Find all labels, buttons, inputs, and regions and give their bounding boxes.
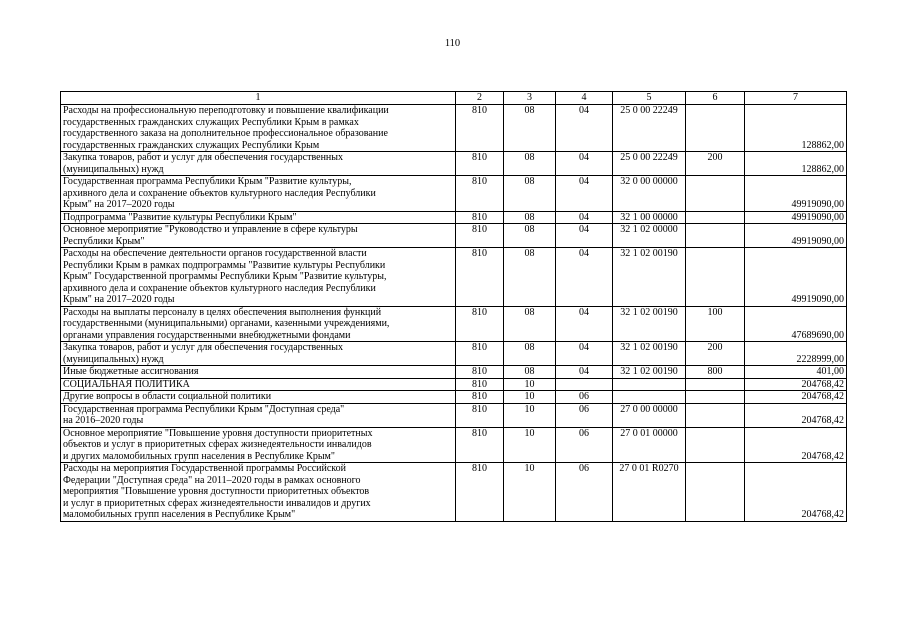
column-header: 4 — [556, 92, 613, 105]
expense-type-code — [686, 176, 745, 212]
subsection-code: 04 — [556, 366, 613, 379]
section-code: 10 — [504, 378, 556, 391]
column-header: 7 — [745, 92, 847, 105]
row-description: Иные бюджетные ассигнования — [61, 366, 456, 379]
subsection-code: 06 — [556, 391, 613, 404]
table-row — [61, 224, 847, 248]
column-header: 3 — [504, 92, 556, 105]
subsection-code: 04 — [556, 152, 613, 176]
table-row — [61, 248, 847, 307]
expense-type-code — [686, 403, 745, 427]
section-code: 08 — [504, 105, 556, 152]
grbs-code: 810 — [456, 306, 504, 342]
section-code: 08 — [504, 248, 556, 307]
subsection-code: 04 — [556, 248, 613, 307]
table-row — [61, 403, 847, 427]
table-row — [61, 463, 847, 522]
expense-type-code — [686, 378, 745, 391]
grbs-code: 810 — [456, 176, 504, 212]
row-description: Другие вопросы в области социальной политики — [61, 391, 456, 404]
grbs-code: 810 — [456, 463, 504, 522]
expense-type-code — [686, 391, 745, 404]
amount-cell: 204768,42 — [745, 427, 847, 463]
target-article-code: 25 0 00 22249 — [613, 105, 686, 152]
grbs-code: 810 — [456, 224, 504, 248]
section-code: 10 — [504, 427, 556, 463]
expense-type-code — [686, 105, 745, 152]
amount-cell: 2228999,00 — [745, 342, 847, 366]
table-header-row — [61, 92, 847, 105]
column-header: 2 — [456, 92, 504, 105]
subsection-code: 06 — [556, 427, 613, 463]
amount-cell: 128862,00 — [745, 152, 847, 176]
amount-cell: 49919090,00 — [745, 224, 847, 248]
grbs-code: 810 — [456, 342, 504, 366]
column-header: 1 — [61, 92, 456, 105]
table-row — [61, 391, 847, 404]
row-description: Основное мероприятие "Руководство и управление в сфере культуры Республики Крым" — [61, 224, 456, 248]
target-article-code: 27 0 00 00000 — [613, 403, 686, 427]
amount-cell: 204768,42 — [745, 403, 847, 427]
section-code: 08 — [504, 306, 556, 342]
target-article-code — [613, 391, 686, 404]
expense-type-code: 200 — [686, 152, 745, 176]
section-code: 08 — [504, 152, 556, 176]
section-code: 08 — [504, 366, 556, 379]
row-description: Расходы на выплаты персоналу в целях обеспечения выполнения функций государственными (муниципальными) органами, казенными учреждениями, органами управления государственными внебюджетными фондами — [61, 306, 456, 342]
expense-type-code: 200 — [686, 342, 745, 366]
row-description: Закупка товаров, работ и услуг для обеспечения государственных (муниципальных) нужд — [61, 152, 456, 176]
amount-cell: 204768,42 — [745, 463, 847, 522]
row-description: Расходы на мероприятия Государственной программы Российской Федерации "Доступная среда" на 2011–2020 годы в рамках основного мероприятия "Повышение уровня доступности приоритетных объектов и услуг в приоритетных сферах жизнедеятельности инвалидов и других маломобильных групп населения в Республике Крым" — [61, 463, 456, 522]
row-description: Расходы на обеспечение деятельности органов государственной власти Республики Крым в рамках подпрограммы "Развитие культуры Республики Крым" Государственной программы Республики Крым "Развитие культуры, архивного дела и сохранение объектов культурного наследия Республики Крым" на 2017–2020 годы — [61, 248, 456, 307]
expense-type-code: 800 — [686, 366, 745, 379]
amount-cell: 204768,42 — [745, 391, 847, 404]
grbs-code: 810 — [456, 366, 504, 379]
subsection-code: 04 — [556, 342, 613, 366]
amount-cell: 49919090,00 — [745, 248, 847, 307]
table-row — [61, 105, 847, 152]
target-article-code: 32 1 00 00000 — [613, 211, 686, 224]
subsection-code: 04 — [556, 176, 613, 212]
grbs-code: 810 — [456, 403, 504, 427]
target-article-code: 32 1 02 00190 — [613, 366, 686, 379]
subsection-code: 04 — [556, 105, 613, 152]
table-row — [61, 378, 847, 391]
row-description: Расходы на профессиональную переподготовку и повышение квалификации государственных гражданских служащих Республики Крым в рамках государственного заказа на дополнительное профессиональное образование государственных гражданских служащих Республики Крым — [61, 105, 456, 152]
table-row — [61, 176, 847, 212]
expense-type-code: 100 — [686, 306, 745, 342]
table-row — [61, 306, 847, 342]
table-row — [61, 427, 847, 463]
table-row — [61, 152, 847, 176]
section-code: 08 — [504, 224, 556, 248]
row-description: Государственная программа Республики Крым "Развитие культуры, архивного дела и сохранение объектов культурного наследия Республики Крым" на 2017–2020 годы — [61, 176, 456, 212]
row-description: Государственная программа Республики Крым "Доступная среда" на 2016–2020 годы — [61, 403, 456, 427]
target-article-code: 32 1 02 00190 — [613, 248, 686, 307]
table-row — [61, 366, 847, 379]
amount-cell: 49919090,00 — [745, 176, 847, 212]
row-description: Основное мероприятие "Повышение уровня доступности приоритетных объектов и услуг в приоритетных сферах жизнедеятельности инвалидов и других маломобильных групп населения в Республике Крым" — [61, 427, 456, 463]
target-article-code: 27 0 01 00000 — [613, 427, 686, 463]
subsection-code — [556, 378, 613, 391]
grbs-code: 810 — [456, 152, 504, 176]
amount-cell: 401,00 — [745, 366, 847, 379]
amount-cell: 128862,00 — [745, 105, 847, 152]
amount-cell: 47689690,00 — [745, 306, 847, 342]
target-article-code: 25 0 00 22249 — [613, 152, 686, 176]
grbs-code: 810 — [456, 378, 504, 391]
amount-cell: 204768,42 — [745, 378, 847, 391]
table-row — [61, 211, 847, 224]
row-description: СОЦИАЛЬНАЯ ПОЛИТИКА — [61, 378, 456, 391]
target-article-code: 32 1 02 00000 — [613, 224, 686, 248]
target-article-code: 32 1 02 00190 — [613, 306, 686, 342]
column-header: 6 — [686, 92, 745, 105]
grbs-code: 810 — [456, 427, 504, 463]
table-row — [61, 342, 847, 366]
expense-type-code — [686, 427, 745, 463]
subsection-code: 04 — [556, 224, 613, 248]
section-code: 10 — [504, 463, 556, 522]
expense-type-code — [686, 224, 745, 248]
amount-cell: 49919090,00 — [745, 211, 847, 224]
section-code: 08 — [504, 176, 556, 212]
grbs-code: 810 — [456, 248, 504, 307]
section-code: 10 — [504, 391, 556, 404]
target-article-code: 32 1 02 00190 — [613, 342, 686, 366]
expense-type-code — [686, 248, 745, 307]
subsection-code: 06 — [556, 403, 613, 427]
column-header: 5 — [613, 92, 686, 105]
row-description: Закупка товаров, работ и услуг для обеспечения государственных (муниципальных) нужд — [61, 342, 456, 366]
subsection-code: 04 — [556, 211, 613, 224]
grbs-code: 810 — [456, 391, 504, 404]
subsection-code: 06 — [556, 463, 613, 522]
section-code: 08 — [504, 342, 556, 366]
target-article-code: 32 0 00 00000 — [613, 176, 686, 212]
section-code: 10 — [504, 403, 556, 427]
expense-type-code — [686, 211, 745, 224]
row-description: Подпрограмма "Развитие культуры Республики Крым" — [61, 211, 456, 224]
page-number: 110 — [444, 38, 461, 49]
grbs-code: 810 — [456, 211, 504, 224]
target-article-code — [613, 378, 686, 391]
expense-type-code — [686, 463, 745, 522]
target-article-code: 27 0 01 R0270 — [613, 463, 686, 522]
section-code: 08 — [504, 211, 556, 224]
grbs-code: 810 — [456, 105, 504, 152]
budget-table — [60, 91, 847, 522]
subsection-code: 04 — [556, 306, 613, 342]
